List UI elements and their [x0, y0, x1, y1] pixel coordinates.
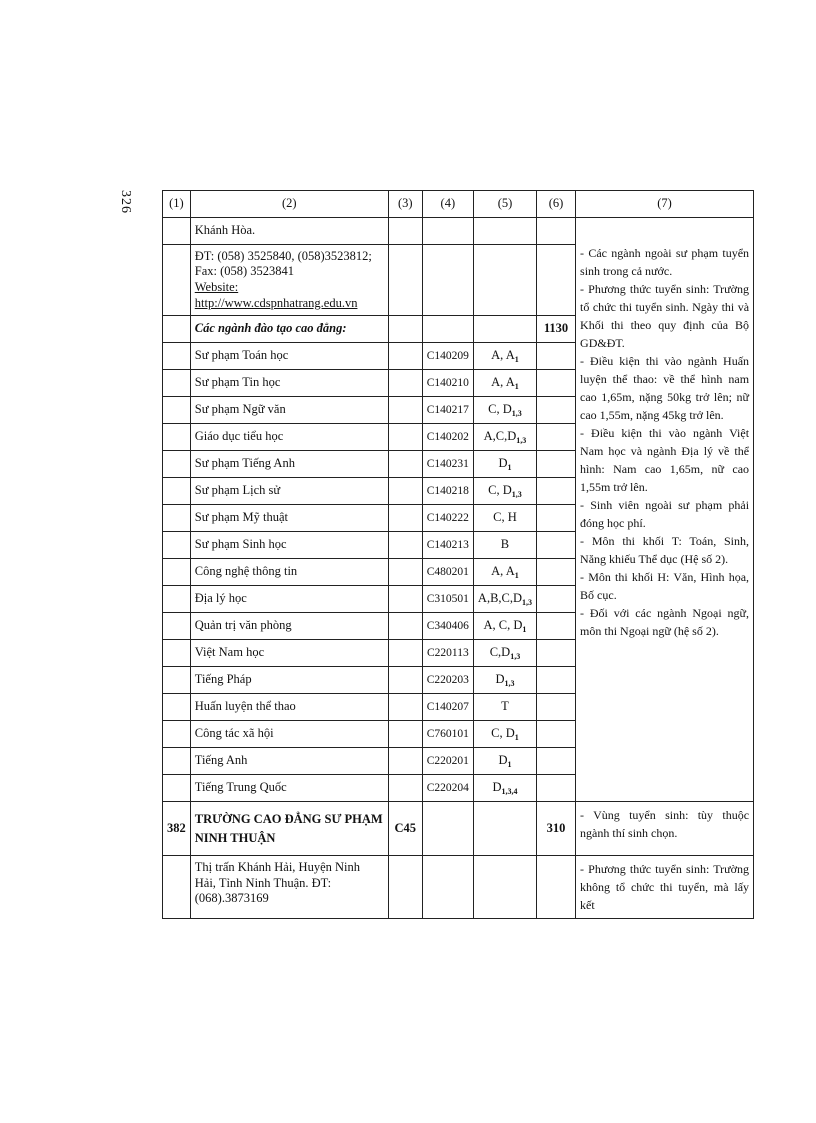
major-block-text: D [498, 455, 508, 470]
major-index-cell [163, 694, 191, 721]
major-block [473, 343, 536, 370]
note-line: - Điều kiện thi vào ngành Việt Nam học và ngành Địa lý về thể hình: Nam cao 1,65m, nữ cao 1,55m trở lên. [580, 426, 750, 494]
major-index-cell [163, 775, 191, 802]
major-empty-cell [388, 586, 422, 613]
major-index-cell [163, 721, 191, 748]
major-block-text: D [495, 671, 505, 686]
major-name: Sư phạm Ngữ văn [190, 397, 388, 424]
major-quota-cell [537, 721, 576, 748]
major-block-text: B [500, 537, 510, 552]
school-address-row [163, 856, 754, 919]
major-code: C140217 [422, 397, 473, 424]
major-block [473, 721, 536, 748]
major-code: C140207 [422, 694, 473, 721]
school-quota: 310 [537, 802, 576, 856]
major-block [473, 505, 536, 532]
major-name: Địa lý học [190, 586, 388, 613]
major-name: Sư phạm Tiếng Anh [190, 451, 388, 478]
major-index-cell [163, 748, 191, 775]
major-block-text: A, A [491, 563, 515, 578]
header-col-6: (6) [537, 191, 576, 218]
major-block-text: C, H [493, 510, 517, 525]
major-code: C480201 [422, 559, 473, 586]
note-line: - Đối với các ngành Ngoại ngữ, môn thi Ngoại ngữ (hệ số 2). [580, 606, 750, 638]
major-index-cell [163, 640, 191, 667]
major-block-text: C, D [491, 725, 515, 740]
major-code: C220201 [422, 748, 473, 775]
major-empty-cell [388, 694, 422, 721]
major-quota-cell [537, 451, 576, 478]
major-name: Công nghệ thông tin [190, 559, 388, 586]
major-name: Huấn luyện thể thao [190, 694, 388, 721]
major-code: C310501 [422, 586, 473, 613]
major-name: Quản trị văn phòng [190, 613, 388, 640]
note-line: - Sinh viên ngoài sư phạm phải đóng học phí. [580, 498, 750, 530]
major-empty-cell [388, 370, 422, 397]
major-code: C140210 [422, 370, 473, 397]
school-name-line2: NINH THUẬN [194, 830, 276, 845]
major-block-text: A,C,D [483, 428, 517, 443]
major-quota-cell [537, 586, 576, 613]
major-name: Sư phạm Toán học [190, 343, 388, 370]
major-block [473, 667, 536, 694]
major-quota-cell [537, 478, 576, 505]
major-block [473, 559, 536, 586]
major-index-cell [163, 667, 191, 694]
major-quota-cell [537, 424, 576, 451]
major-empty-cell [388, 667, 422, 694]
major-empty-cell [388, 451, 422, 478]
major-block-subscript: 1 [507, 759, 512, 769]
note-line: - Môn thi khối H: Văn, Hình họa, Bố cục. [580, 570, 750, 602]
header-col-3: (3) [388, 191, 422, 218]
major-block-subscript: 1 [507, 462, 512, 472]
website-link[interactable]: Website: http://www.cdspnhatrang.edu.vn [194, 280, 358, 310]
school-code: C45 [388, 802, 422, 856]
major-code: C340406 [422, 613, 473, 640]
note-line: - Phương thức tuyển sinh: Trường tổ chức thi tuyển sinh. Ngày thi và Khối thi theo quy định của Bộ GD&ĐT. [580, 282, 750, 350]
major-name: Giáo dục tiểu học [190, 424, 388, 451]
major-block-subscript: 1 [514, 732, 519, 742]
header-col-4: (4) [422, 191, 473, 218]
major-empty-cell [388, 424, 422, 451]
major-index-cell [163, 424, 191, 451]
major-quota-cell [537, 748, 576, 775]
major-empty-cell [388, 640, 422, 667]
major-name: Việt Nam học [190, 640, 388, 667]
major-name: Sư phạm Mỹ thuật [190, 505, 388, 532]
major-block-text: C, D [488, 401, 512, 416]
major-block-text: C,D [489, 644, 511, 659]
major-empty-cell [388, 613, 422, 640]
major-name: Sư phạm Lịch sử [190, 478, 388, 505]
major-index-cell [163, 397, 191, 424]
major-code: C760101 [422, 721, 473, 748]
major-name: Sư phạm Sinh học [190, 532, 388, 559]
header-col-2: (2) [190, 191, 388, 218]
major-block-subscript: 1,3 [511, 408, 522, 418]
fax-text: Fax: (058) 3523841 [194, 264, 295, 279]
note-line: - Các ngành ngoài sư phạm tuyển sinh trong cả nước. [580, 246, 750, 278]
location-row [163, 218, 754, 245]
major-block-text: D [492, 779, 502, 794]
major-block [473, 478, 536, 505]
major-quota-cell [537, 775, 576, 802]
page-number: 326 [118, 190, 133, 214]
major-block-text: A, A [491, 374, 515, 389]
major-name: Tiếng Anh [190, 748, 388, 775]
header-col-7: (7) [576, 191, 754, 218]
major-quota-cell [537, 559, 576, 586]
major-index-cell [163, 478, 191, 505]
major-code: C220113 [422, 640, 473, 667]
major-quota-cell [537, 397, 576, 424]
notes-cell [576, 218, 754, 802]
major-code: C220204 [422, 775, 473, 802]
major-block-subscript: 1 [522, 624, 527, 634]
major-block-text: C, D [488, 482, 512, 497]
major-empty-cell [388, 397, 422, 424]
major-empty-cell [388, 505, 422, 532]
note-line: - Môn thi khối T: Toán, Sinh, Năng khiếu Thể dục (Hệ số 2). [580, 534, 750, 566]
header-row [163, 191, 754, 218]
major-index-cell [163, 559, 191, 586]
major-block [473, 532, 536, 559]
major-block [473, 694, 536, 721]
major-quota-cell [537, 694, 576, 721]
major-name: Công tác xã hội [190, 721, 388, 748]
major-block-subscript: 1 [514, 354, 519, 364]
major-code: C220203 [422, 667, 473, 694]
major-block-subscript: 1,3 [511, 489, 522, 499]
major-block-subscript: 1,3 [510, 651, 521, 661]
major-name: Tiếng Pháp [190, 667, 388, 694]
major-index-cell [163, 370, 191, 397]
major-block [473, 424, 536, 451]
major-block-subscript: 1,3 [522, 597, 533, 607]
section-quota: 1130 [537, 316, 576, 343]
major-block [473, 613, 536, 640]
major-index-cell [163, 532, 191, 559]
major-block-text: A, C, D [483, 617, 523, 632]
school-name-line1: TRƯỜNG CAO ĐẲNG SƯ PHẠM [194, 812, 383, 827]
major-empty-cell [388, 343, 422, 370]
school-name [190, 802, 388, 856]
major-name: Tiếng Trung Quốc [190, 775, 388, 802]
major-block-text: A, A [491, 347, 515, 362]
phone-text: ĐT: (058) 3525840, (058)3523812; [194, 248, 372, 263]
school-row [163, 802, 754, 856]
major-quota-cell [537, 613, 576, 640]
location-text: Khánh Hòa. [190, 218, 388, 245]
major-block-text: T [501, 699, 509, 714]
major-name: Sư phạm Tin học [190, 370, 388, 397]
section-label: Các ngành đào tạo cao đẳng: [190, 316, 388, 343]
major-quota-cell [537, 343, 576, 370]
major-quota-cell [537, 370, 576, 397]
major-block-subscript: 1,3,4 [501, 786, 518, 796]
major-empty-cell [388, 775, 422, 802]
school-number: 382 [163, 802, 191, 856]
major-code: C140218 [422, 478, 473, 505]
major-block [473, 451, 536, 478]
major-index-cell [163, 343, 191, 370]
major-index-cell [163, 613, 191, 640]
major-code: C140213 [422, 532, 473, 559]
major-empty-cell [388, 478, 422, 505]
contact-cell [190, 245, 388, 316]
school-address: Thị trấn Khánh Hải, Huyện Ninh Hải, Tỉnh Ninh Thuận. ĐT: (068).3873169 [190, 856, 388, 919]
major-quota-cell [537, 532, 576, 559]
major-empty-cell [388, 532, 422, 559]
major-block-subscript: 1 [514, 570, 519, 580]
major-block-text: D [498, 752, 508, 767]
major-block [473, 640, 536, 667]
admissions-table [162, 190, 754, 919]
major-code: C140209 [422, 343, 473, 370]
major-block [473, 397, 536, 424]
major-block-text: A,B,C,D [477, 590, 523, 605]
major-quota-cell [537, 667, 576, 694]
major-empty-cell [388, 559, 422, 586]
major-code: C140231 [422, 451, 473, 478]
major-block-subscript: 1,3 [516, 435, 527, 445]
major-index-cell [163, 586, 191, 613]
header-col-5: (5) [473, 191, 536, 218]
major-block [473, 370, 536, 397]
major-quota-cell [537, 640, 576, 667]
school-note: - Vùng tuyển sinh: tùy thuộc ngành thí sinh chọn. [576, 802, 754, 856]
major-empty-cell [388, 748, 422, 775]
major-block-subscript: 1,3 [504, 678, 515, 688]
header-col-1: (1) [163, 191, 191, 218]
major-block [473, 586, 536, 613]
major-code: C140222 [422, 505, 473, 532]
major-empty-cell [388, 721, 422, 748]
note-line: - Điều kiện thi vào ngành Huấn luyện thể thao: về thể hình nam cao 1,65m, nặng 50kg trở lên; nữ cao 1,55m, nặng 45kg trở lên. [580, 354, 750, 422]
major-index-cell [163, 451, 191, 478]
major-quota-cell [537, 505, 576, 532]
major-index-cell [163, 505, 191, 532]
major-code: C140202 [422, 424, 473, 451]
major-block [473, 748, 536, 775]
major-block [473, 775, 536, 802]
major-block-subscript: 1 [514, 381, 519, 391]
school-address-note: - Phương thức tuyển sinh: Trường không tổ chức thi tuyển, mà lấy kết [576, 856, 754, 919]
